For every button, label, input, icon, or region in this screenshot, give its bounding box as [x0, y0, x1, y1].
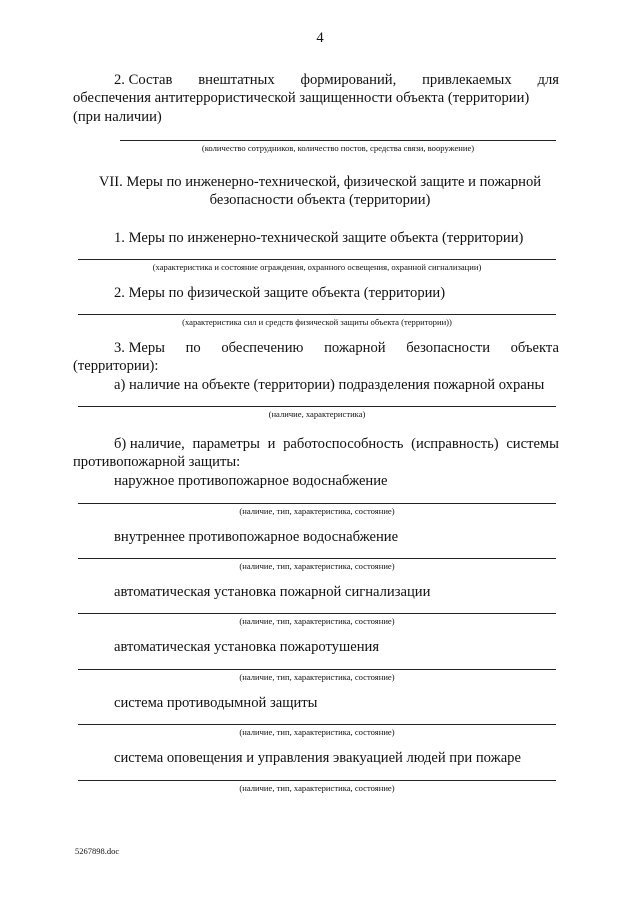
word: объекта: [510, 340, 559, 356]
word: и: [267, 436, 276, 452]
item-3-line1: [114, 339, 559, 357]
page-number: 4: [316, 30, 324, 46]
fill-line: [78, 406, 556, 407]
system-caption: (наличие, тип, характеристика, состояние): [239, 783, 395, 793]
word: работоспособность: [283, 436, 404, 452]
word: формирований,: [300, 72, 397, 88]
word: внештатных: [198, 72, 275, 88]
section-2-caption: (количество сотрудников, количество постов, средства связи, вооружение): [201, 143, 475, 153]
fill-line: [120, 140, 556, 141]
system-caption: (наличие, тип, характеристика, состояние): [239, 506, 395, 516]
system-caption: (наличие, тип, характеристика, состояние): [239, 616, 395, 626]
system-label: наружное противопожарное водоснабжение: [114, 473, 388, 489]
fill-line: [78, 780, 556, 781]
word: обеспечению: [221, 340, 304, 356]
system-caption: (наличие, тип, характеристика, состояние): [239, 672, 395, 682]
word: пожарной: [324, 340, 386, 356]
word: 2. Состав: [114, 72, 173, 88]
fill-line: [78, 503, 556, 504]
item-3-sub-a-caption: (наличие, характеристика): [268, 409, 366, 419]
item-3-sub-a: а) наличие на объекте (территории) подразделения пожарной охраны: [114, 377, 545, 393]
item-2-text: 2. Меры по физической защите объекта (территории): [114, 285, 446, 301]
word: безопасности: [406, 340, 490, 356]
word: системы: [506, 436, 559, 452]
item-2-caption: (характеристика сил и средств физической защиты объекта (территории)): [182, 317, 452, 327]
system-label: автоматическая установка пожарной сигнализации: [114, 584, 431, 600]
item-1-text: 1. Меры по инженерно-технической защите объекта (территории): [114, 230, 524, 246]
fill-line: [78, 558, 556, 559]
word: для: [537, 72, 559, 88]
word: по: [185, 340, 201, 356]
system-label: автоматическая установка пожаротушения: [114, 639, 380, 655]
item-3-sub-b-line2: противопожарной защиты:: [73, 454, 241, 470]
item-3-sub-b-line1: [114, 435, 559, 453]
section-2-line3: (при наличии): [73, 109, 162, 125]
section-2-line2: обеспечения антитеррористической защищенности объекта (территории): [73, 90, 530, 106]
fill-line: [78, 669, 556, 670]
item-3-line2: (территории):: [73, 358, 159, 374]
word: б) наличие,: [114, 436, 185, 452]
word: привлекаемых: [422, 72, 512, 88]
word: (исправность): [411, 436, 499, 452]
fill-line: [78, 724, 556, 725]
section-2-line1: [114, 71, 559, 89]
fill-line: [78, 314, 556, 315]
section-vii-title-line2: безопасности объекта (территории): [209, 192, 431, 208]
section-vii-title-line1: VII. Меры по инженерно-технической, физической защите и пожарной: [98, 174, 542, 190]
system-caption: (наличие, тип, характеристика, состояние): [239, 561, 395, 571]
word: параметры: [192, 436, 260, 452]
word: 3. Меры: [114, 340, 165, 356]
system-label: система противодымной защиты: [114, 695, 318, 711]
system-caption: (наличие, тип, характеристика, состояние): [239, 727, 395, 737]
footer-filename: 5267898.doc: [75, 846, 120, 856]
fill-line: [78, 613, 556, 614]
system-label: система оповещения и управления эвакуацией людей при пожаре: [114, 750, 521, 766]
system-label: внутреннее противопожарное водоснабжение: [114, 529, 399, 545]
fill-line: [78, 259, 556, 260]
item-1-caption: (характеристика и состояние ограждения, охранного освещения, охранной сигнализации): [152, 262, 482, 272]
